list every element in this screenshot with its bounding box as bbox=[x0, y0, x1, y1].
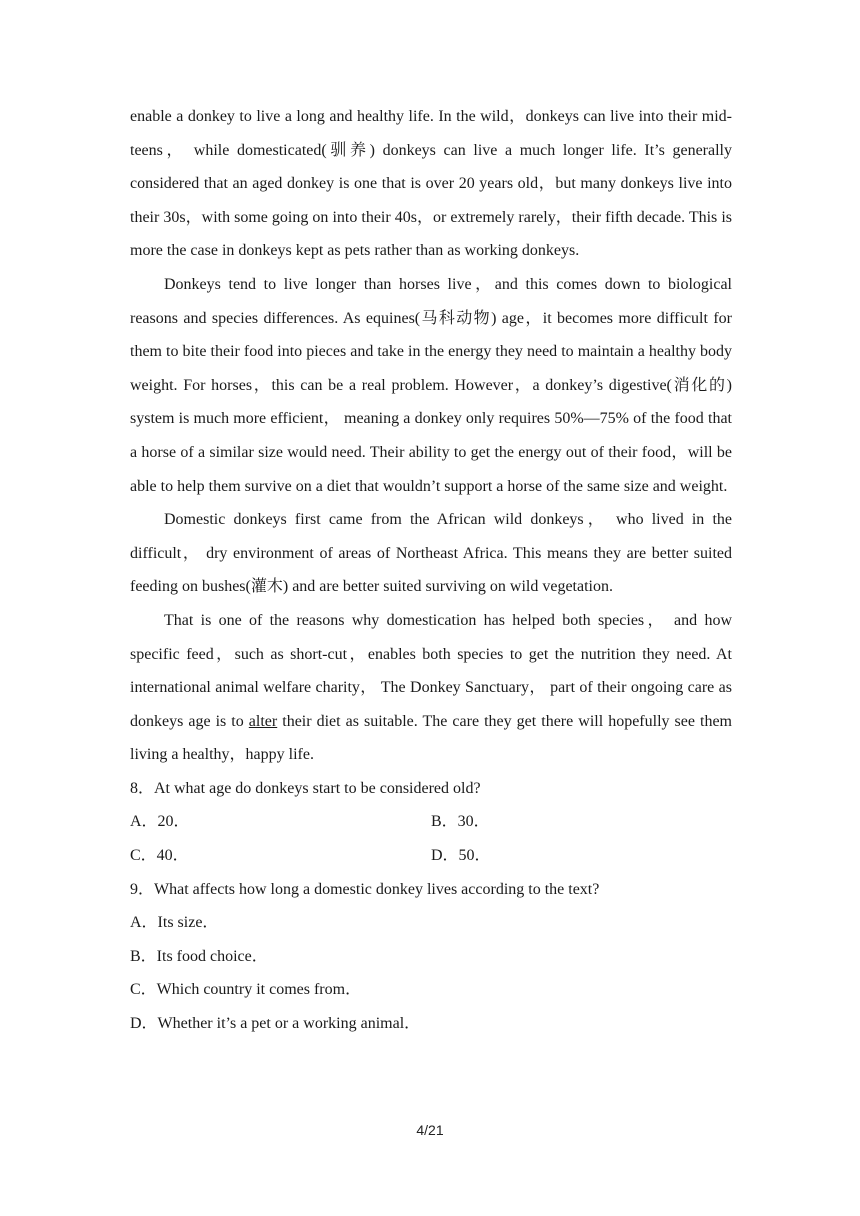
paragraph-3: Domestic donkeys first came from the African wild donkeys， who lived in the difficult， dry environment of areas of Northeast Africa. This means they are better suited feeding on bushes(灌木) and are better suited surviving on wild vegetation. bbox=[130, 511, 732, 596]
question-8-option-b: B．30． bbox=[431, 813, 490, 831]
question-8-options-row-1 bbox=[130, 805, 732, 839]
question-9 bbox=[130, 873, 732, 1041]
paragraph-4-text-before: That is one of the reasons why domestication has helped both species， and how specific feed，such as short-cut，enables both species to get the nutrition they need. At international animal welfare charity， The Donkey Sanctuary， part of their ongoing care as donkeys age is to bbox=[130, 611, 732, 730]
question-8-option-a: A．20． bbox=[130, 813, 190, 831]
question-9-option-a: A．Its size． bbox=[130, 914, 219, 932]
question-9-option-d: D．Whether it’s a pet or a working animal． bbox=[130, 1015, 421, 1033]
paragraph-2: Donkeys tend to live longer than horses live，and this comes down to biological reasons and species differences. As equines(马科动物) age，it becomes more difficult for them to bite their food into pieces and take in the energy they need to maintain a healthy body weight. For horses，this can be a real problem. However，a donkey’s digestive(消化的) system is much more efficient， meaning a donkey only requires 50%—75% of the food that a horse of a similar size would need. Their ability to get the energy out of their food，will be able to help them survive on a diet that wouldn’t support a horse of the same size and weight. bbox=[130, 275, 732, 495]
document-page bbox=[130, 100, 732, 1041]
question-8-option-d: D．50． bbox=[431, 847, 491, 865]
question-9-stem: 9．What affects how long a domestic donkey lives according to the text? bbox=[130, 880, 600, 898]
paragraph-1: enable a donkey to live a long and healthy life. In the wild，donkeys can live into their mid-teens， while domesticated(驯养) donkeys can live a much longer life. It’s generally considered that an aged donkey is one that is over 20 years old，but many donkeys live into their 30s，with some going on into their 40s，or extremely rarely，their fifth decade. This is more the case in donkeys kept as pets rather than as working donkeys. bbox=[130, 108, 732, 260]
underlined-word: alter bbox=[248, 712, 278, 730]
paragraph-4-text-after: their diet as suitable. The care they get there will hopefully see them living a healthy，happy life. bbox=[130, 712, 733, 764]
question-9-option-b: B．Its food choice． bbox=[130, 947, 268, 965]
question-8-stem: 8．At what age do donkeys start to be considered old? bbox=[130, 779, 481, 797]
reading-passage bbox=[130, 100, 732, 772]
question-8-options-row-2 bbox=[130, 839, 732, 873]
question-9-option-c: C．Which country it comes from． bbox=[130, 981, 362, 999]
question-8 bbox=[130, 772, 732, 873]
paragraph-4 bbox=[130, 604, 732, 772]
page-number: 4/21 bbox=[416, 1122, 444, 1138]
question-8-option-c: C．40． bbox=[130, 847, 189, 865]
